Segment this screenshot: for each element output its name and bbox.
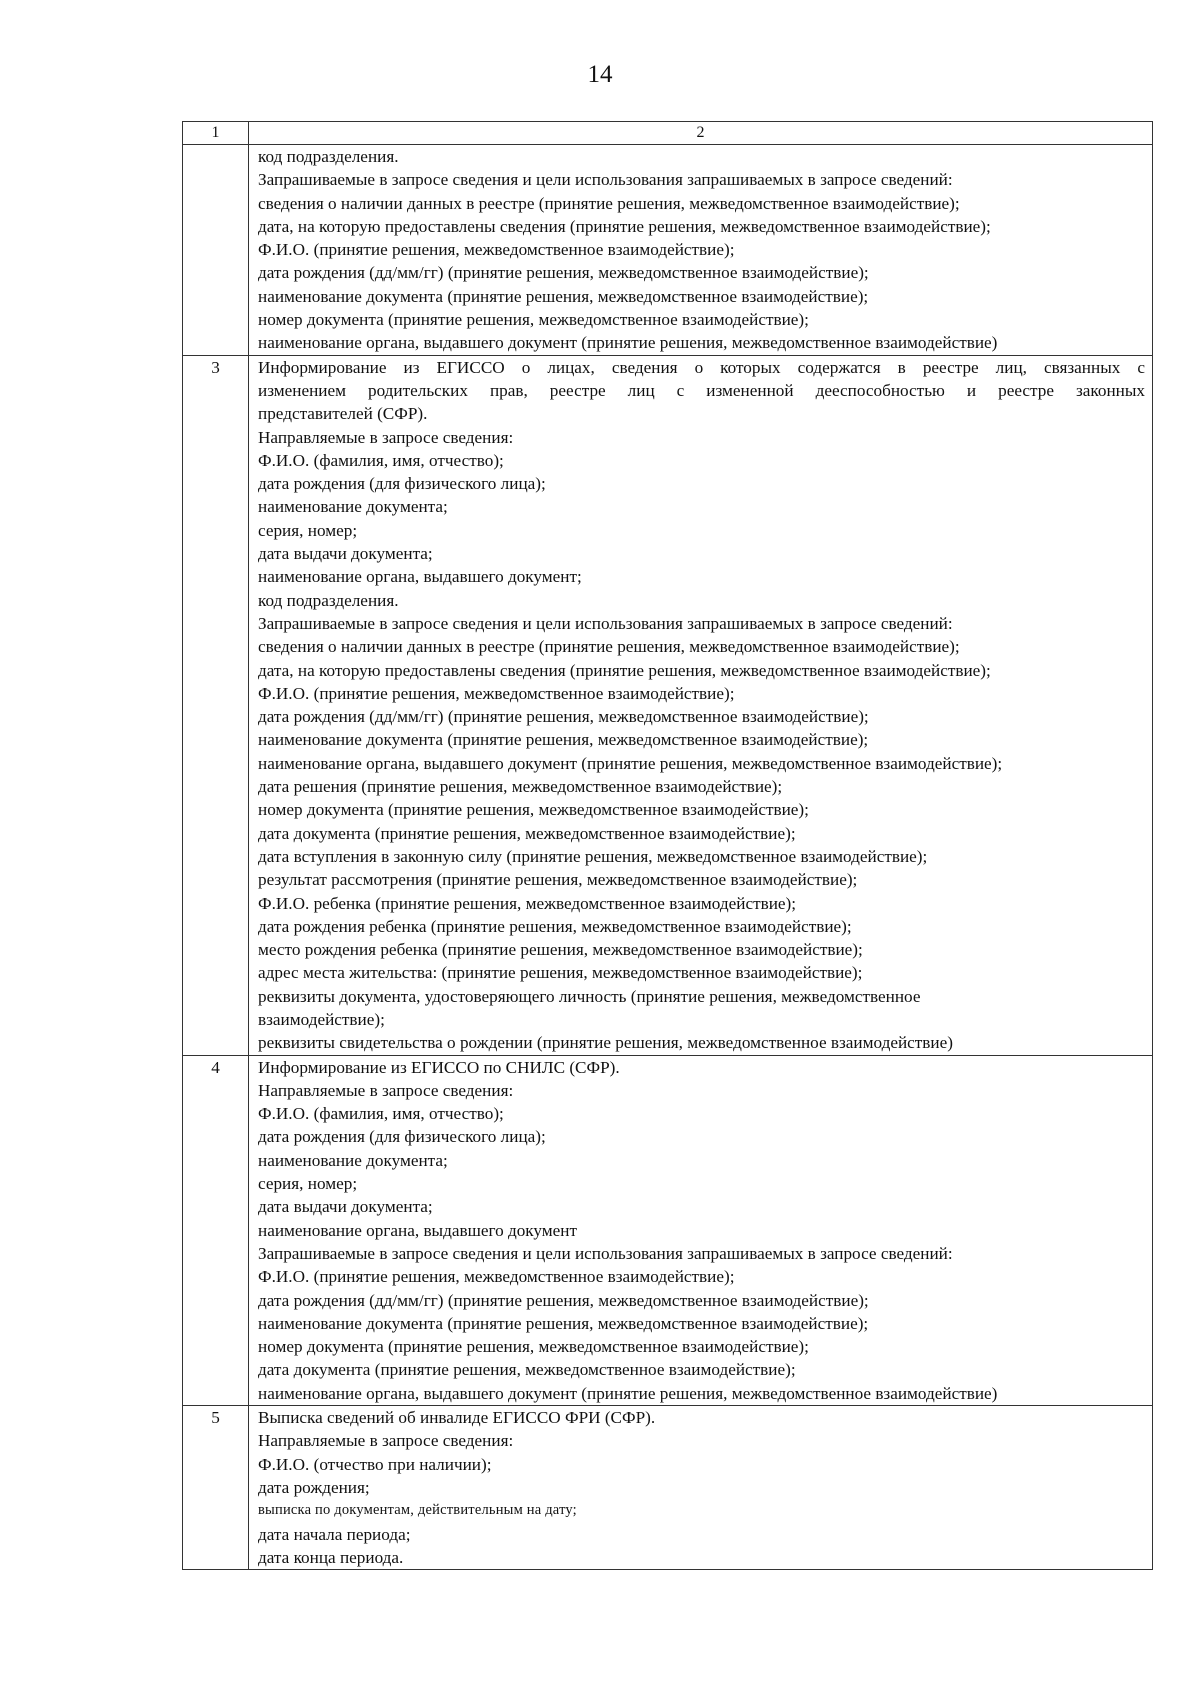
requirements-table: [182, 121, 1153, 1570]
content-line: Выписка сведений об инвалиде ЕГИССО ФРИ (СФР).: [258, 1408, 656, 1428]
content-line: серия, номер;: [258, 520, 358, 540]
content-line: дата решения (принятие решения, межведомственное взаимодействие);: [258, 777, 783, 797]
content-line: наименование документа (принятие решения, межведомственное взаимодействие);: [258, 1313, 869, 1333]
content-line: Информирование из ЕГИССО о лицах, сведения о которых содержатся в реестре лиц, связанных с: [258, 357, 1145, 377]
content-line: код подразделения.: [258, 590, 399, 610]
content-line: наименование документа (принятие решения, межведомственное взаимодействие);: [258, 730, 869, 750]
content-line: Ф.И.О. ребенка (принятие решения, межведомственное взаимодействие);: [258, 893, 797, 913]
column-header-2: 2: [249, 122, 1153, 145]
content-line: Ф.И.О. (принятие решения, межведомственное взаимодействие);: [258, 1267, 735, 1287]
row-number-cell: 3: [183, 355, 249, 1055]
content-line: Ф.И.О. (принятие решения, межведомственное взаимодействие);: [258, 683, 735, 703]
content-line: наименование документа;: [258, 497, 448, 517]
table-row: [183, 355, 1153, 1055]
content-line: дата рождения;: [258, 1477, 370, 1497]
content-line: наименование органа, выдавшего документ (принятие решения, межведомственное взаимодействие);: [258, 753, 1003, 773]
row-number-cell: 4: [183, 1055, 249, 1405]
content-line: представителей (СФР).: [258, 404, 428, 424]
content-line: Направляемые в запросе сведения:: [258, 1431, 514, 1451]
row-content-cell: [249, 1406, 1153, 1570]
content-line: Запрашиваемые в запросе сведения и цели использования запрашиваемых в запросе сведений:: [258, 613, 953, 633]
content-line: код подразделения.: [258, 147, 399, 166]
row-number-cell: 5: [183, 1406, 249, 1570]
content-line: адрес места жительства: (принятие решения, межведомственное взаимодействие);: [258, 963, 863, 983]
content-line: Запрашиваемые в запросе сведения и цели использования запрашиваемых в запросе сведений:: [258, 1243, 953, 1263]
content-line: дата выдачи документа;: [258, 1197, 433, 1217]
content-line: наименование органа, выдавшего документ;: [258, 567, 582, 587]
content-line: наименование документа;: [258, 1150, 448, 1170]
table-row: [183, 145, 1153, 356]
content-line: дата, на которую предоставлены сведения (принятие решения, межведомственное взаимодействие);: [258, 660, 991, 680]
content-line: Направляемые в запросе сведения:: [258, 1080, 514, 1100]
content-line: Ф.И.О. (фамилия, имя, отчество);: [258, 1104, 504, 1124]
row-content-cell: [249, 355, 1153, 1055]
content-line: дата рождения (для физического лица);: [258, 474, 546, 494]
content-line: дата конца периода.: [258, 1547, 404, 1567]
table-header-row: [183, 122, 1153, 145]
content-line: Ф.И.О. (фамилия, имя, отчество);: [258, 450, 504, 470]
content-line: дата рождения ребенка (принятие решения, межведомственное взаимодействие);: [258, 916, 852, 936]
content-line: результат рассмотрения (принятие решения, межведомственное взаимодействие);: [258, 870, 858, 890]
content-line: дата документа (принятие решения, межведомственное взаимодействие);: [258, 1360, 796, 1380]
table-row: [183, 1055, 1153, 1405]
content-line: номер документа (принятие решения, межведомственное взаимодействие);: [258, 800, 809, 820]
content-line: номер документа (принятие решения, межведомственное взаимодействие);: [258, 310, 809, 330]
row-content-cell: [249, 145, 1153, 356]
row-number-cell: [183, 145, 249, 356]
content-line: дата вступления в законную силу (принятие решения, межведомственное взаимодействие);: [258, 846, 928, 866]
content-line: Ф.И.О. (отчество при наличии);: [258, 1454, 492, 1474]
content-line: сведения о наличии данных в реестре (принятие решения, межведомственное взаимодействие);: [258, 637, 960, 657]
content-line: Запрашиваемые в запросе сведения и цели использования запрашиваемых в запросе сведений:: [258, 170, 953, 190]
page-number: 14: [587, 61, 613, 88]
content-line: место рождения ребенка (принятие решения, межведомственное взаимодействие);: [258, 940, 863, 960]
content-line: дата начала периода;: [258, 1524, 411, 1544]
content-line: дата рождения (для физического лица);: [258, 1127, 546, 1147]
content-line: изменением родительских прав, реестре лиц с измененной дееспособностью и реестре законных: [258, 380, 1145, 400]
content-line: сведения о наличии данных в реестре (принятие решения, межведомственное взаимодействие);: [258, 193, 960, 213]
content-line: реквизиты свидетельства о рождении (принятие решения, межведомственное взаимодействие): [258, 1033, 953, 1053]
content-line: дата рождения (дд/мм/гг) (принятие решения, межведомственное взаимодействие);: [258, 1290, 869, 1310]
column-header-1: 1: [183, 122, 249, 145]
content-line: серия, номер;: [258, 1174, 358, 1194]
content-line: Ф.И.О. (принятие решения, межведомственное взаимодействие);: [258, 240, 735, 260]
content-line: реквизиты документа, удостоверяющего личность (принятие решения, межведомственное: [258, 986, 921, 1006]
content-line: дата, на которую предоставлены сведения (принятие решения, межведомственное взаимодействие);: [258, 216, 991, 236]
content-line: Информирование из ЕГИССО по СНИЛС (СФР).: [258, 1057, 620, 1077]
content-line: наименование органа, выдавшего документ (принятие решения, межведомственное взаимодействие): [258, 1383, 998, 1403]
content-line: Направляемые в запросе сведения:: [258, 427, 514, 447]
content-line: номер документа (принятие решения, межведомственное взаимодействие);: [258, 1337, 809, 1357]
content-line: дата рождения (дд/мм/гг) (принятие решения, межведомственное взаимодействие);: [258, 707, 869, 727]
content-line: дата рождения (дд/мм/гг) (принятие решения, межведомственное взаимодействие);: [258, 263, 869, 283]
content-line: наименование документа (принятие решения, межведомственное взаимодействие);: [258, 286, 869, 306]
content-line: дата выдачи документа;: [258, 544, 433, 564]
content-line: взаимодействие);: [258, 1009, 385, 1029]
content-line: наименование органа, выдавшего документ (принятие решения, межведомственное взаимодействие): [258, 333, 998, 353]
table-row: [183, 1406, 1153, 1570]
content-line: выписка по документам, действительным на дату;: [258, 1502, 577, 1519]
content-line: наименование органа, выдавшего документ: [258, 1220, 578, 1240]
content-line: дата документа (принятие решения, межведомственное взаимодействие);: [258, 823, 796, 843]
row-content-cell: [249, 1055, 1153, 1405]
